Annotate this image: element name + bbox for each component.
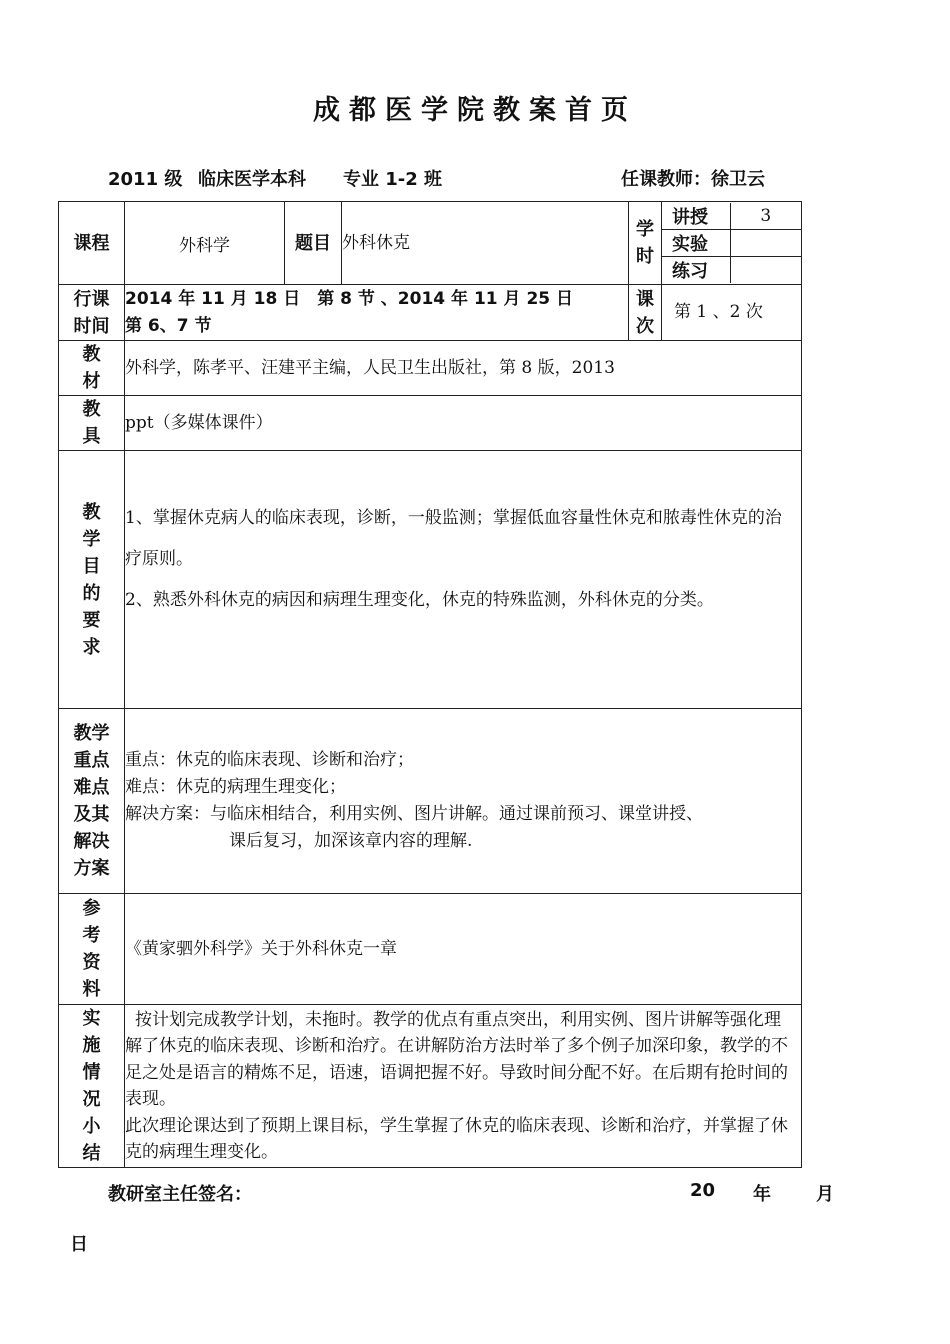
date-year-prefix: 20	[690, 1180, 716, 1201]
objective-item-2: 2、熟悉外科休克的病因和病理生理变化，休克的特殊监测，外科休克的分类。	[125, 590, 714, 610]
summary-value	[125, 1005, 802, 1168]
references-value: 《黄家驷外科学》关于外科休克一章	[125, 894, 802, 1005]
textbook-label: 教材	[59, 341, 125, 396]
objectives-label: 教学目的要求	[59, 451, 125, 709]
topic-value: 外科休克	[342, 202, 629, 285]
references-label: 参考资料	[59, 894, 125, 1005]
hours-practice-value	[730, 257, 801, 284]
summary-label: 实施情况小结	[59, 1005, 125, 1168]
course-value: 外科学	[125, 202, 285, 285]
keypoints-value	[125, 709, 802, 894]
keypoint-key: 重点：休克的临床表现、诊断和治疗；	[125, 750, 414, 770]
date-day: 日	[70, 1234, 88, 1255]
schedule-value	[125, 285, 629, 341]
sign-label: 教研室主任签名：	[108, 1184, 252, 1205]
schedule-label: 行课时间	[59, 285, 125, 341]
hours-lab-label: 实验	[662, 230, 730, 257]
class-label: 专业 1-2 班	[343, 169, 443, 190]
grade-label: 2011 级	[108, 169, 183, 190]
session-label: 课次	[629, 285, 662, 341]
major-label: 临床医学本科	[198, 169, 306, 190]
course-label: 课程	[59, 202, 125, 285]
keypoint-solution-cont: 课后复习，加深该章内容的理解.	[229, 831, 473, 851]
objective-item-1: 1、掌握休克病人的临床表现，诊断，一般监测；掌握低血容量性休克和脓毒性休克的治疗原则。	[125, 508, 782, 569]
schedule-line1: 2014 年 11 月 18 日 第 8 节 、2014 年 11 月 25 日	[125, 288, 574, 309]
lesson-plan-table	[58, 201, 802, 1168]
teacher-label: 任课教师：徐卫云	[621, 169, 765, 190]
session-value: 第 1 、2 次	[662, 285, 802, 341]
keypoints-label: 教学重点难点及其解决方案	[59, 709, 125, 894]
summary-para-1: 按计划完成教学计划，未拖时。教学的优点有重点突出，利用实例、图片讲解等强化理解了休克的临床表现、诊断和治疗。在讲解防治方法时举了多个例子加深印象，教学的不足之处是语言的精炼不足，语速，语调把握不好。导致时间分配不好。在后期有抢时间的表现。	[125, 1009, 788, 1109]
hours-cell	[662, 202, 802, 285]
hours-lab-value	[730, 230, 801, 257]
date-month: 月	[816, 1184, 834, 1205]
page-title: 成都医学院教案首页	[313, 95, 637, 126]
objectives-value	[125, 451, 802, 709]
hours-lecture-value: 3	[730, 203, 801, 230]
hours-label: 学时	[629, 202, 662, 285]
topic-label: 题目	[285, 202, 342, 285]
hours-table	[662, 203, 801, 283]
hours-lecture-label: 讲授	[662, 203, 730, 230]
tools-label: 教具	[59, 396, 125, 451]
summary-para-2: 此次理论课达到了预期上课目标，学生掌握了休克的临床表现、诊断和治疗，并掌握了休克的病理生理变化。	[125, 1115, 788, 1162]
keypoint-solution: 解决方案：与临床相结合，利用实例、图片讲解。通过课前预习、课堂讲授、	[125, 804, 703, 824]
schedule-line2: 第 6、7 节	[125, 315, 212, 336]
hours-practice-label: 练习	[662, 257, 730, 284]
tools-value: ppt（多媒体课件）	[125, 396, 802, 451]
textbook-value: 外科学，陈孝平、汪建平主编，人民卫生出版社，第 8 版，2013	[125, 341, 802, 396]
date-year: 年	[753, 1184, 771, 1205]
keypoint-difficulty: 难点：休克的病理生理变化；	[125, 777, 346, 797]
